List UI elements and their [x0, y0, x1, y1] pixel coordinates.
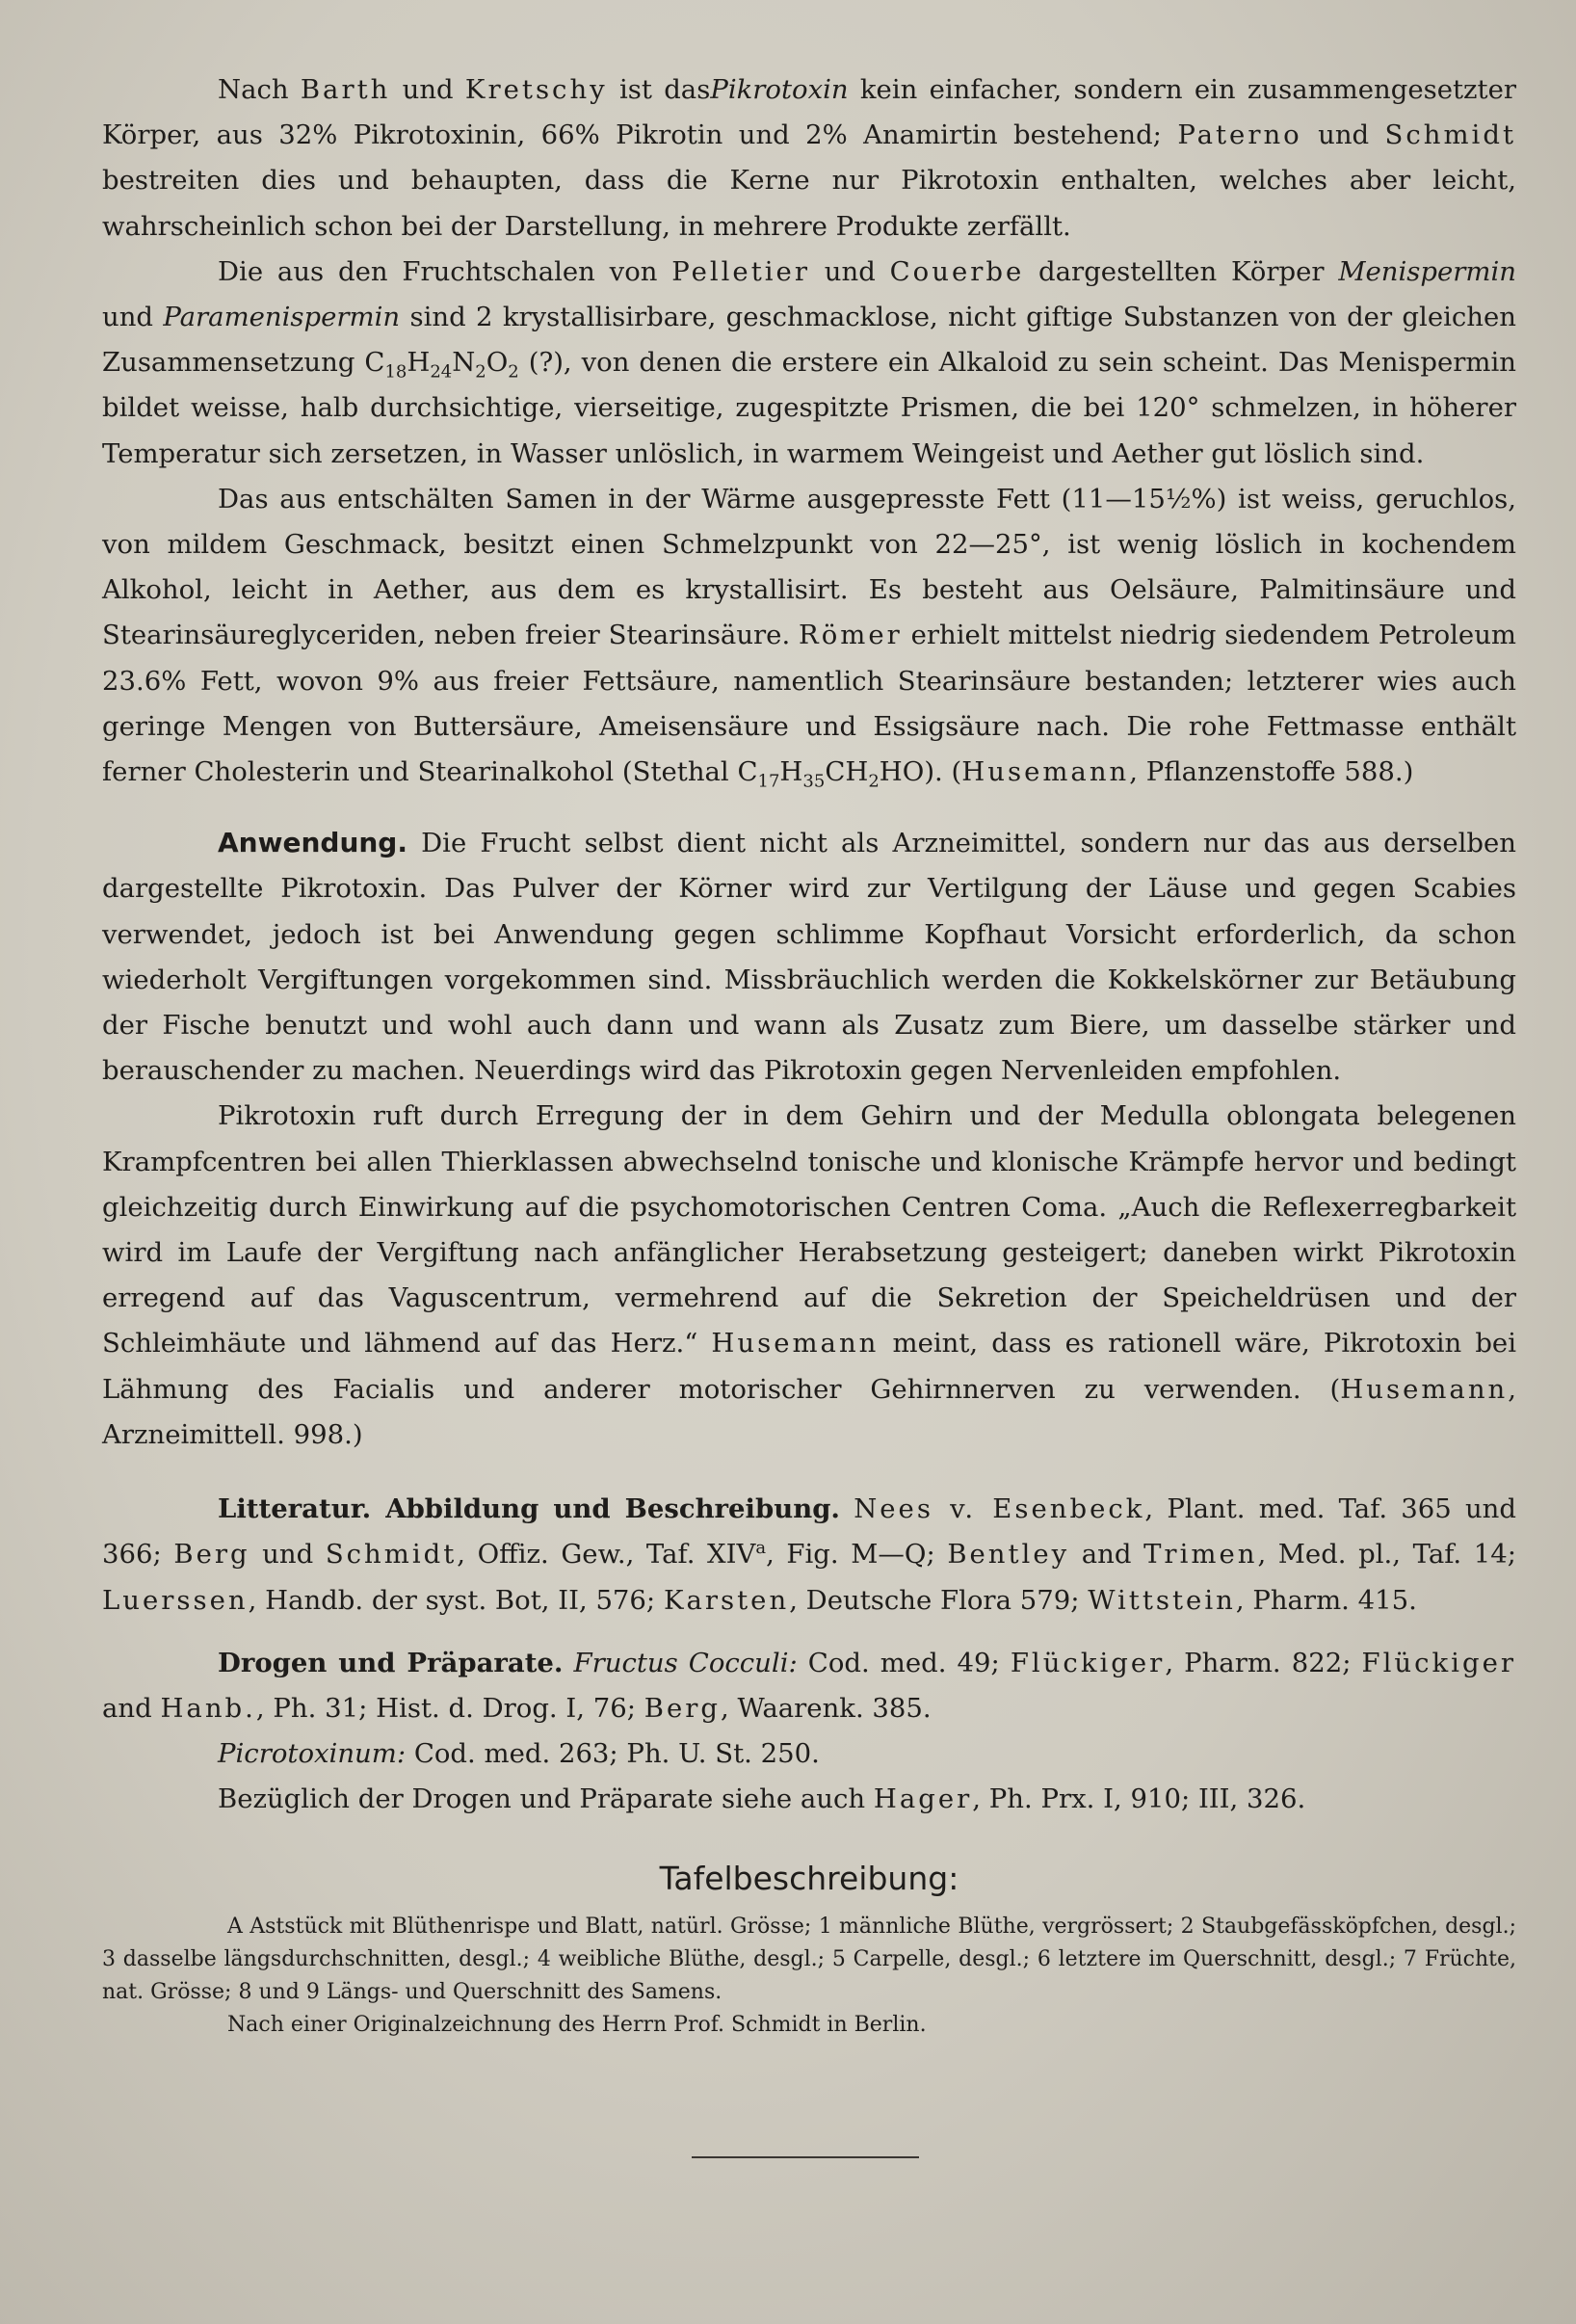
closing-rule: [692, 2156, 919, 2158]
heading-drogen: Drogen und Präparate.: [218, 1647, 564, 1678]
paragraph-bezueglich: Bezüglich der Drogen und Präparate siehe auch Hager, Ph. Prx. I, 910; III, 326.: [218, 1783, 1306, 1815]
paragraph-wirkung: Pikrotoxin ruft durch Erregung der in dem Gehirn und der Medulla oblongata belegenen Krampfcentren bei allen Thierklassen abwechselnd tonische und klonische Krämpfe hervor und bedingt gleichzeitig durch Einwirkung auf die psychomotorischen Centren Coma. „Auch die Reflexerregbarkeit wird im Laufe der Vergiftung nach anfänglicher Herabsetzung gesteigert; daneben wirkt Pikrotoxin erregend auf das Vaguscentrum, vermehrend auf die Sekretion der Speicheldrüsen und der Schleimhäute und lähmend auf das Herz.“ Husemann meint, dass es rationell wäre, Pikrotoxin bei Lähmung des Facialis und anderer motorischer Gehirnnerven zu verwenden. (Husemann, Arzneimittell. 998.): [102, 1100, 1516, 1450]
paragraph-drogen: Drogen und Präparate. Fructus Cocculi: Cod. med. 49; Flückiger, Pharm. 822; Flückiger and Hanb., Ph. 31; Hist. d. Drog. I, 76; Berg, Waarenk. 385.: [102, 1647, 1516, 1724]
paragraph-anwendung: Anwendung. Die Frucht selbst dient nicht als Arzneimittel, sondern nur das aus derselben dargestellte Pikrotoxin. Das Pulver der Körner wird zur Vertilgung der Läuse und gegen Scabies verwendet, jedoch ist bei Anwendung gegen schlimme Kopfhaut Vorsicht erforderlich, da schon wiederholt Vergiftungen vorgekommen sind. Missbräuchlich werden die Kokkelskörner zur Betäubung der Fische benutzt und wohl auch dann und wann als Zusatz zum Biere, um dasselbe stärker und berauschender zu machen. Neuerdings wird das Pikrotoxin gegen Nervenleiden empfohlen.: [102, 827, 1516, 1087]
paragraph-fett: Das aus entschälten Samen in der Wärme ausgepresste Fett (11—15½%) ist weiss, geruchlos, von mildem Geschmack, besitzt einen Schmelzpunkt von 22—25°, ist wenig löslich in kochendem Alkohol, leicht in Aether, aus dem es krystallisirt. Es besteht aus Oelsäure, Palmitinsäure und Stearinsäureglyceriden, neben freier Stearinsäure. Römer erhielt mittelst niedrig siedendem Petroleum 23.6% Fett, wovon 9% aus freier Fettsäure, namentlich Stearinsäure bestanden; letzterer wies auch geringe Mengen von Buttersäure, Ameisensäure und Essigsäure nach. Die rohe Fettmasse enthält ferner Cholesterin und Stearinalkohol (Stethal $C_{17}H_{35}CH_2HO$). (Husemann, Pflanzenstoffe 588.): [102, 483, 1516, 792]
paragraph-picrotoxinum: Picrotoxinum: Cod. med. 263; Ph. U. St. 250.: [218, 1738, 820, 1770]
paragraph-pikrotoxin-composition: Nach Barth und Kretschy ist dasPikrotoxin kein einfacher, sondern ein zusammengesetzter Körper, aus 32% Pikrotoxinin, 66% Pikrotin und 2% Anamirtin bestehend; Paterno und Schmidt bestreiten dies und behaupten, dass die Kerne nur Pikrotoxin enthalten, welches aber leicht, wahrscheinlich schon bei der Darstellung, in mehrere Produkte zerfällt.: [102, 74, 1517, 242]
paragraph-litteratur: Litteratur. Abbildung und Beschreibung. Nees v. Esenbeck, Plant. med. Taf. 365 und 366; Berg und Schmidt, Offiz. Gew., Taf. XIV$^a$, Fig. M—Q; Bentley and Trimen, Med. pl., Taf. 14; Luerssen, Handb. der syst. Bot, II, 576; Karsten, Deutsche Flora 579; Wittstein, Pharm. 415.: [102, 1493, 1517, 1616]
paragraph-menispermin: Die aus den Fruchtschalen von Pelletier und Couerbe dargestellten Körper Menispermin und Paramenispermin sind 2 krystallisirbare, geschmacklose, nicht giftige Substanzen von der gleichen Zusammensetzung $C_{18}H_{24}N_2O_2$ (?), von denen die erstere ein Alkaloid zu sein scheint. Das Menispermin bildet weisse, halb durchsichtige, vierseitige, zugespitzte Prismen, die bei 120° schmelzen, in höherer Temperatur sich zersetzen, in Wasser unlöslich, in warmem Weingeist und Aether gut löslich sind.: [102, 255, 1516, 469]
heading-litteratur: Litteratur. Abbildung und Beschreibung.: [218, 1493, 841, 1525]
body-text: [102, 67, 1516, 1823]
tafelbeschreibung: [102, 1860, 1516, 2042]
tafel-title: Tafelbeschreibung:: [659, 1860, 959, 1897]
heading-anwendung: Anwendung.: [218, 827, 407, 859]
tafel-credit: Nach einer Originalzeichnung des Herrn Prof. Schmidt in Berlin.: [227, 2013, 927, 2037]
tafel-description: A Aststück mit Blüthenrispe und Blatt, natürl. Grösse; 1 männliche Blüthe, vergrössert; 2 Staubgefässköpfchen, desgl.; 3 dasselbe längsdurchschnitten, desgl.; 4 weibliche Blüthe, desgl.; 5 Carpelle, desgl.; 6 letztere im Querschnitt, desgl.; 7 Früchte, nat. Grösse; 8 und 9 Längs- und Querschnitt des Samens.: [102, 1915, 1516, 2004]
